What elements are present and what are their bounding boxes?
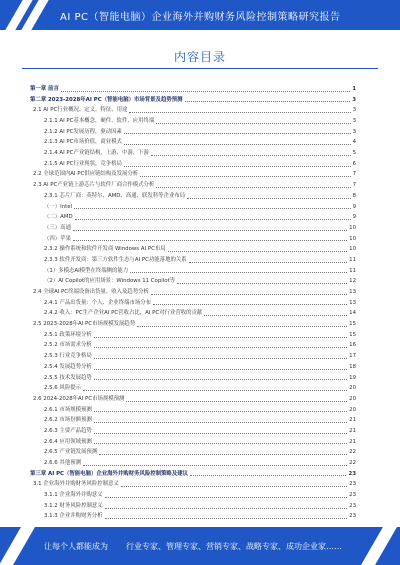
toc-leader-dots [156, 187, 350, 188]
toc-entry[interactable] [30, 308, 356, 319]
toc-entry[interactable] [30, 415, 356, 426]
toc-entry-page: 18 [349, 363, 356, 370]
toc-leader-dots [126, 401, 347, 402]
toc-entry[interactable] [30, 202, 356, 213]
toc-leader-dots [151, 155, 351, 156]
toc-leader-dots [73, 240, 347, 241]
toc-entry-label: 第三章 AI PC（智能电脑）企业海外并购财务风险控制策略及建议 [30, 470, 188, 477]
toc-entry-page: 22 [349, 460, 356, 467]
toc-entry-label: 3.1 企业海外并购财务风险控制意义 [33, 481, 119, 488]
toc-leader-dots [129, 112, 350, 113]
toc-entry-label: 2.5.6 风险提示 [44, 385, 81, 392]
toc-entry[interactable] [30, 223, 356, 234]
toc-entry-page: 4 [352, 139, 356, 146]
toc-entry-label: 2.2 全球范围内AI PC供应链结构及发展分析 [33, 171, 139, 178]
toc-entry-label: 2.5.5 技术发展趋势 [44, 374, 92, 381]
toc-entry[interactable] [30, 170, 356, 181]
toc-entry-label: 3.1.1 企业海外并购意义 [44, 492, 103, 499]
toc-leader-dots [140, 176, 350, 177]
toc-entry-page: 13 [349, 299, 356, 306]
toc-entry[interactable] [30, 405, 356, 416]
toc-entry-page: 22 [349, 449, 356, 456]
toc-entry-page: 6 [352, 160, 356, 167]
toc-leader-dots [137, 326, 347, 327]
toc-entry-label: 2.5 2023-2028年AI PC市场规模发展趋势 [33, 321, 136, 328]
table-of-contents [30, 84, 356, 522]
toc-entry[interactable] [30, 362, 356, 373]
toc-entry[interactable] [30, 512, 356, 523]
toc-entry[interactable] [30, 501, 356, 512]
toc-entry[interactable] [30, 383, 356, 394]
toc-entry-label: 2.3.3 软件开发商：第三方软件生态与AI PC功能落地的关系 [44, 256, 187, 263]
toc-title: 内容目录 [173, 50, 226, 64]
toc-entry[interactable] [30, 148, 356, 159]
toc-leader-dots [61, 91, 350, 92]
toc-entry[interactable] [30, 351, 356, 362]
toc-entry-label: （一）Intel [44, 203, 73, 210]
toc-entry-label: 2.1 AI PC行业概况、定义、特征、用途 [33, 107, 128, 114]
toc-entry-label: 2.1.3 AI PC市场价值，商业模式 [44, 139, 122, 146]
toc-leader-dots [156, 123, 350, 124]
footer-stripe [0, 527, 35, 565]
toc-entry[interactable] [30, 469, 356, 480]
toc-entry-label: 2.6.6 其他预测 [44, 460, 81, 467]
toc-entry-label: 2.6.2 市场份额预测 [44, 417, 92, 424]
toc-entry[interactable] [30, 137, 356, 148]
toc-leader-dots [105, 518, 348, 519]
toc-entry-page: 20 [349, 385, 356, 392]
toc-entry-label: 2.3 AI PC产业链上游芯片与软件厂商合作模式分析 [33, 182, 155, 189]
toc-entry[interactable] [30, 180, 356, 191]
toc-entry-label: （1）多模态AI模型在终端侧的能力 [44, 267, 129, 274]
toc-entry-page: 3 [352, 118, 356, 125]
toc-entry-label: 2.1.5 AI PC行业现状，竞争格局 [44, 160, 122, 167]
toc-leader-dots [99, 454, 347, 455]
toc-leader-dots [189, 262, 348, 263]
toc-entry-page: 9 [352, 203, 356, 210]
toc-entry[interactable] [30, 490, 356, 501]
toc-entry-label: 3.1.2 财务风险控制意义 [44, 502, 103, 509]
toc-leader-dots [130, 272, 347, 273]
toc-entry-page: 14 [349, 310, 356, 317]
footer-banner [0, 527, 400, 565]
toc-entry[interactable] [30, 255, 356, 266]
toc-entry-page: 10 [349, 246, 356, 253]
toc-leader-dots [177, 283, 347, 284]
toc-entry-label: 2.4.2 收入：PC生产企业AI PC营收占比，AI PC对行业营收的贡献 [44, 310, 203, 317]
toc-entry[interactable] [30, 394, 356, 405]
toc-entry[interactable] [30, 244, 356, 255]
toc-entry-page: 10 [349, 224, 356, 231]
toc-leader-dots [124, 144, 351, 145]
toc-entry-label: 2.5.3 行业竞争格局 [44, 353, 92, 360]
toc-leader-dots [151, 294, 347, 295]
toc-entry-label: 第一章 前言 [30, 85, 59, 92]
toc-entry-page: 8 [352, 192, 356, 199]
toc-entry[interactable] [30, 437, 356, 448]
toc-leader-dots [94, 358, 347, 359]
toc-entry[interactable] [30, 287, 356, 298]
toc-entry-label: 2.6.3 主要产品趋势 [44, 427, 92, 434]
toc-leader-dots [75, 219, 351, 220]
toc-leader-dots [94, 369, 347, 370]
toc-entry[interactable] [30, 373, 356, 384]
toc-entry-page: 1 [352, 85, 356, 92]
report-title: AI PC（智能电脑）企业海外并购财务风险控制策略研究报告 [60, 12, 341, 23]
toc-title-underline [22, 68, 378, 69]
toc-entry[interactable] [30, 447, 356, 458]
toc-entry[interactable] [30, 341, 356, 352]
toc-entry-label: 第二章 2023-2028年AI PC（智能电脑）市场背景及趋势预测 [30, 96, 183, 103]
toc-entry-page: 7 [352, 171, 356, 178]
toc-entry[interactable] [30, 105, 356, 116]
toc-entry[interactable] [30, 276, 356, 287]
toc-entry-page: 3 [352, 128, 356, 135]
toc-entry-label: 2.3.1 芯片厂商：英特尔、AMD、高通、联发科等企业布局 [44, 192, 186, 199]
toc-entry-label: 2.5.1 政策环境分析 [44, 331, 92, 338]
toc-entry-page: 15 [349, 331, 356, 338]
toc-entry[interactable] [30, 159, 356, 170]
toc-entry-label: 3.1.3 企业并购财务分析 [44, 513, 103, 520]
toc-leader-dots [153, 304, 347, 305]
toc-entry-page: 9 [352, 214, 356, 221]
toc-entry-page: 23 [349, 502, 356, 509]
toc-entry[interactable] [30, 84, 356, 95]
toc-leader-dots [94, 347, 347, 348]
toc-entry-page: 21 [349, 427, 356, 434]
toc-entry-page: 21 [349, 417, 356, 424]
toc-entry-page: 7 [352, 182, 356, 189]
toc-entry-label: （2）AI Copilot的应用场景：Windows 11 Copilot等 [44, 278, 176, 285]
toc-leader-dots [124, 166, 351, 167]
toc-entry-page: 3 [352, 107, 356, 114]
footer-stripe [361, 527, 397, 565]
toc-leader-dots [185, 101, 351, 102]
toc-entry[interactable] [30, 426, 356, 437]
footer-slogan-right: 行业专家、管理专家、营销专家、战略专家、成功企业家…… [126, 542, 342, 551]
toc-entry-label: 2.6 2024-2028年AI PC市场规模预测 [33, 395, 125, 402]
toc-entry-page: 19 [349, 374, 356, 381]
toc-entry-label: 2.3.2 操作系统和软件开发商 Windows AI PC布局 [44, 246, 166, 253]
toc-entry[interactable] [30, 116, 356, 127]
toc-entry[interactable] [30, 319, 356, 330]
toc-leader-dots [94, 433, 347, 434]
toc-entry-label: 2.4.1 产品出货量：个人、企业终端市场分布 [44, 299, 152, 306]
toc-leader-dots [83, 390, 347, 391]
toc-leader-dots [121, 486, 347, 487]
toc-entry-label: 2.6.5 产业链发展预测 [44, 449, 98, 456]
toc-leader-dots [94, 337, 347, 338]
toc-entry-page: 11 [349, 267, 356, 274]
toc-entry-page: 20 [349, 406, 356, 413]
toc-leader-dots [94, 411, 347, 412]
toc-leader-dots [94, 379, 347, 380]
toc-entry-page: 5 [352, 150, 356, 157]
toc-entry-page: 15 [349, 321, 356, 328]
toc-entry-page: 3 [352, 96, 356, 103]
toc-entry-page: 10 [349, 235, 356, 242]
toc-entry-page: 20 [349, 395, 356, 402]
toc-entry[interactable] [30, 95, 356, 106]
toc-entry-label: （三）高通 [44, 224, 71, 231]
toc-entry[interactable] [30, 479, 356, 490]
toc-leader-dots [168, 251, 348, 252]
toc-entry-page: 16 [349, 342, 356, 349]
toc-leader-dots [124, 133, 351, 134]
toc-entry[interactable] [30, 191, 356, 202]
toc-entry-label: 2.5.2 市场需求分析 [44, 342, 92, 349]
toc-entry-page: 12 [349, 278, 356, 285]
toc-leader-dots [94, 443, 347, 444]
toc-entry-label: （四）苹果 [44, 235, 71, 242]
toc-entry-label: 2.4 全球AI PC终端设备出货量、收入及趋势分析 [33, 289, 149, 296]
toc-entry[interactable] [30, 127, 356, 138]
toc-entry-label: 2.6.1 市场规模预测 [44, 406, 92, 413]
toc-leader-dots [74, 208, 350, 209]
toc-leader-dots [204, 315, 347, 316]
toc-leader-dots [73, 230, 347, 231]
footer-slogan-left: 让每个人都能成为 [44, 542, 108, 551]
toc-entry-page: 17 [349, 353, 356, 360]
toc-entry-page: 21 [349, 438, 356, 445]
toc-entry-page: 11 [349, 256, 356, 263]
toc-entry[interactable] [30, 458, 356, 469]
toc-leader-dots [105, 508, 348, 509]
toc-entry-label: （二）AMD [44, 214, 73, 221]
toc-leader-dots [94, 422, 347, 423]
toc-entry-page: 23 [349, 513, 356, 520]
toc-leader-dots [190, 475, 346, 476]
toc-leader-dots [187, 198, 350, 199]
toc-leader-dots [105, 497, 348, 498]
toc-entry[interactable] [30, 266, 356, 277]
toc-entry[interactable] [30, 234, 356, 245]
toc-entry-label: 2.1.4 AI PC产业链结构，上游、中游、下游 [44, 150, 149, 157]
toc-entry-label: 2.1.1 AI PC基本概念，硬件、软件、应用终端 [44, 118, 155, 125]
toc-entry-label: 2.5.4 发展趋势分析 [44, 363, 92, 370]
toc-entry-page: 13 [349, 289, 356, 296]
toc-entry[interactable] [30, 298, 356, 309]
toc-entry-label: 2.1.2 AI PC发展历程，驱动因素 [44, 128, 122, 135]
toc-entry-page: 23 [349, 492, 356, 499]
toc-entry-page: 23 [349, 481, 356, 488]
toc-entry[interactable] [30, 212, 356, 223]
toc-entry[interactable] [30, 330, 356, 341]
toc-leader-dots [83, 465, 347, 466]
toc-entry-page: 23 [348, 470, 356, 477]
header-banner [0, 0, 400, 30]
toc-entry-label: 2.6.4 应用领域预测 [44, 438, 92, 445]
